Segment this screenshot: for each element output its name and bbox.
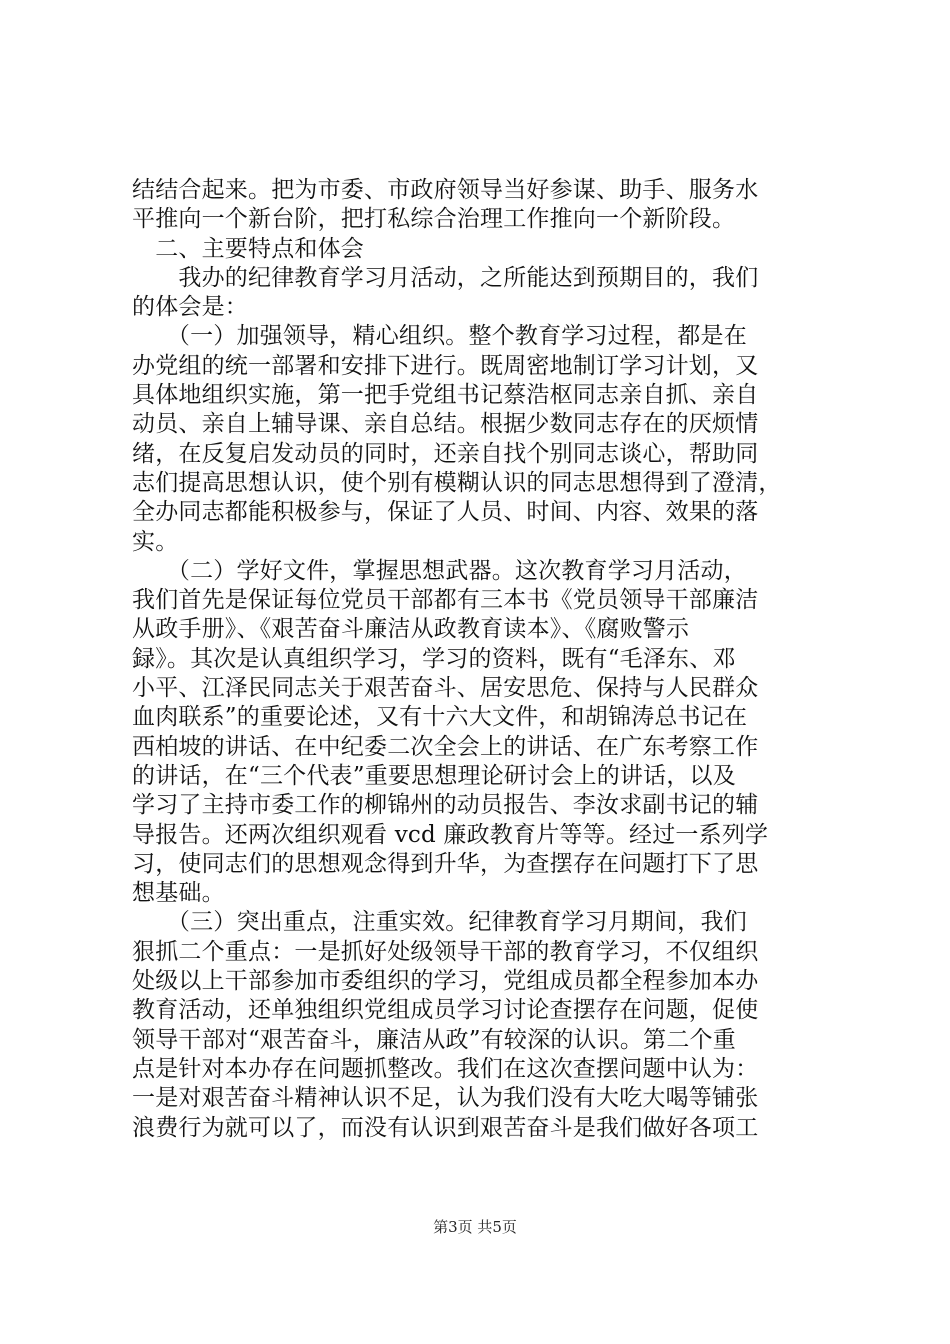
text-line: 导报告。还两次组织观看 vcd 廉政教育片等等。经过一系列学 [132, 821, 769, 848]
text-line: 学习了主持市委工作的柳锦州的动员报告、李汝求副书记的辅 [132, 792, 759, 819]
text-line: 全办同志都能积极参与，保证了人员、时间、内容、效果的落 [132, 499, 759, 526]
text-line: 处级以上干部参加市委组织的学习，党组成员都全程参加本办 [132, 968, 759, 995]
text-line: 动员、亲自上辅导课、亲自总结。根据少数同志存在的厌烦情 [132, 411, 759, 438]
text-line: 绪，在反复启发动员的同时，还亲自找个别同志谈心，帮助同 [132, 440, 759, 467]
text-line: 的讲话，在“三个代表”重要思想理论研讨会上的讲话，以及 [132, 762, 736, 789]
text-line: 我办的纪律教育学习月活动，之所能达到预期目的，我们 [132, 264, 759, 291]
text-line: 平推向一个新台阶，把打私综合治理工作推向一个新阶段。 [132, 206, 736, 233]
text-line: 西柏坡的讲话、在中纪委二次全会上的讲话、在广东考察工作 [132, 733, 759, 760]
text-line: 志们提高思想认识，使个别有模糊认识的同志思想得到了澄清， [132, 469, 782, 496]
text-line: 一是对艰苦奋斗精神认识不足，认为我们没有大吃大喝等铺张 [132, 1085, 759, 1112]
text-line: （二）学好文件，掌握思想武器。这次教育学习月活动， [132, 557, 747, 584]
text-line: 録》。其次是认真组织学习，学习的资料，既有“毛泽东、邓 [132, 645, 736, 672]
text-line: 教育活动，还单独组织党组成员学习讨论查摆存在问题，促使 [132, 997, 759, 1024]
text-line: 狠抓二个重点：一是抓好处级领导干部的教育学习，不仅组织 [132, 938, 759, 965]
page-footer: 第3页 共5页 [433, 1218, 517, 1236]
text-line: 二、主要特点和体会 [132, 235, 364, 262]
text-line: 办党组的统一部署和安排下进行。既周密地制订学习计划，又 [132, 352, 759, 379]
text-line: 的体会是： [132, 294, 248, 321]
text-line: 领导干部对“艰苦奋斗，廉洁从政”有较深的认识。第二个重 [132, 1026, 736, 1053]
text-line: 习，使同志们的思想观念得到升华，为查摆存在问题打下了思 [132, 850, 759, 877]
text-line: 血肉联系”的重要论述，又有十六大文件，和胡锦涛总书记在 [132, 704, 748, 731]
text-line: 小平、江泽民同志关于艰苦奋斗、居安思危、保持与人民群众 [132, 675, 759, 702]
text-line: （一）加强领导，精心组织。整个教育学习过程，都是在 [132, 323, 747, 350]
text-line: 实。 [132, 528, 179, 555]
text-line: 我们首先是保证每位党员干部都有三本书《党员领导干部廉洁 [132, 587, 759, 614]
document-body [132, 176, 832, 1143]
text-line: 结结合起来。把为市委、市政府领导当好参谋、助手、服务水 [132, 177, 759, 203]
text-line: 想基础。 [132, 880, 225, 907]
text-line: 点是针对本办存在问题抓整改。我们在这次查摆问题中认为： [132, 1055, 759, 1082]
text-line: 浪费行为就可以了，而没有认识到艰苦奋斗是我们做好各项工 [132, 1114, 759, 1141]
text-line: 具体地组织实施，第一把手党组书记蔡浩枢同志亲自抓、亲自 [132, 382, 759, 409]
text-line: （三）突出重点，注重实效。纪律教育学习月期间，我们 [132, 909, 747, 936]
text-line: 从政手册》、《艰苦奋斗廉洁从政教育读本》、《腐败警示 [132, 616, 690, 643]
